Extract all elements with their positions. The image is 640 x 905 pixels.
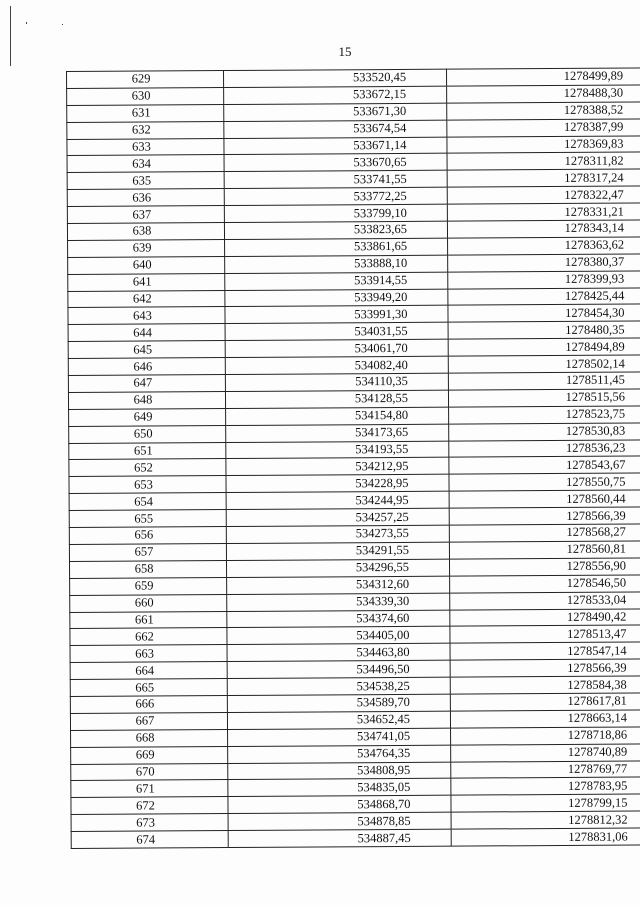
x-coordinate-cell: 534291,55 (226, 542, 449, 560)
x-coordinate-cell: 534538,25 (227, 677, 450, 695)
x-coordinate-cell: 534312,60 (227, 576, 450, 594)
point-number-cell: 629 (67, 71, 224, 89)
point-number-cell: 651 (69, 442, 226, 460)
x-coordinate-cell: 534835,05 (228, 779, 451, 797)
y-coordinate-cell: 1278560,81 (449, 541, 640, 559)
point-number-cell: 672 (71, 797, 228, 815)
scan-dot (26, 22, 27, 24)
y-coordinate-cell: 1278488,30 (447, 85, 640, 103)
x-coordinate-cell: 533949,20 (225, 289, 448, 307)
page-number: 15 (338, 44, 352, 59)
x-coordinate-cell: 533823,65 (224, 221, 447, 239)
x-coordinate-cell: 533741,55 (224, 171, 447, 189)
x-coordinate-cell: 533861,65 (225, 238, 448, 256)
point-number-cell: 674 (71, 831, 228, 849)
point-number-cell: 670 (71, 763, 228, 781)
y-coordinate-cell: 1278530,83 (449, 422, 640, 440)
x-coordinate-cell: 534296,55 (226, 559, 449, 577)
point-number-cell: 656 (69, 527, 226, 545)
point-number-cell: 646 (68, 358, 225, 376)
point-number-cell: 630 (67, 87, 224, 105)
point-number-cell: 669 (71, 746, 228, 764)
coordinates-table-body (67, 68, 640, 849)
x-coordinate-cell: 534496,50 (227, 660, 450, 678)
point-number-cell: 659 (70, 577, 227, 595)
point-number-cell: 665 (70, 679, 227, 697)
y-coordinate-cell: 1278388,52 (447, 102, 640, 120)
y-coordinate-cell: 1278533,04 (450, 591, 640, 609)
point-number-cell: 642 (68, 290, 225, 308)
point-number-cell: 644 (68, 324, 225, 342)
y-coordinate-cell: 1278515,56 (448, 389, 640, 407)
y-coordinate-cell: 1278490,42 (450, 608, 640, 626)
y-coordinate-cell: 1278568,27 (449, 524, 640, 542)
y-coordinate-cell: 1278663,14 (450, 710, 640, 728)
y-coordinate-cell: 1278799,15 (451, 794, 640, 812)
y-coordinate-cell: 1278783,95 (451, 777, 640, 795)
point-number-cell: 663 (70, 645, 227, 663)
y-coordinate-cell: 1278831,06 (451, 828, 640, 846)
y-coordinate-cell: 1278769,77 (451, 760, 640, 778)
y-coordinate-cell: 1278363,62 (448, 237, 640, 255)
point-number-cell: 649 (69, 408, 226, 426)
y-coordinate-cell: 1278480,35 (448, 321, 640, 339)
point-number-cell: 640 (68, 256, 225, 274)
x-coordinate-cell: 534764,35 (228, 745, 451, 763)
y-coordinate-cell: 1278546,50 (450, 574, 640, 592)
x-coordinate-cell: 534031,55 (225, 323, 448, 341)
y-coordinate-cell: 1278566,39 (449, 507, 640, 525)
point-number-cell: 666 (70, 695, 227, 713)
x-coordinate-cell: 534193,55 (226, 441, 449, 459)
x-coordinate-cell: 534374,60 (227, 610, 450, 628)
point-number-cell: 661 (70, 611, 227, 629)
point-number-cell: 634 (67, 155, 224, 173)
x-coordinate-cell: 534110,35 (225, 373, 448, 391)
point-number-cell: 671 (71, 780, 228, 798)
x-coordinate-cell: 534061,70 (225, 339, 448, 357)
y-coordinate-cell: 1278566,39 (450, 659, 640, 677)
x-coordinate-cell: 534244,95 (226, 491, 449, 509)
y-coordinate-cell: 1278511,45 (448, 372, 640, 390)
point-number-cell: 641 (68, 273, 225, 291)
x-coordinate-cell: 534257,25 (226, 508, 449, 526)
y-coordinate-cell: 1278513,47 (450, 625, 640, 643)
x-coordinate-cell: 533671,30 (224, 103, 447, 121)
y-coordinate-cell: 1278454,30 (448, 304, 640, 322)
y-coordinate-cell: 1278502,14 (448, 355, 640, 373)
point-number-cell: 633 (67, 138, 224, 156)
point-number-cell: 654 (69, 493, 226, 511)
x-coordinate-cell: 534228,95 (226, 475, 449, 493)
point-number-cell: 662 (70, 628, 227, 646)
x-coordinate-cell: 533520,45 (224, 69, 447, 87)
point-number-cell: 653 (69, 476, 226, 494)
y-coordinate-cell: 1278556,90 (449, 558, 640, 576)
point-number-cell: 639 (68, 239, 225, 257)
point-number-cell: 648 (68, 391, 225, 409)
x-coordinate-cell: 533888,10 (225, 255, 448, 273)
point-number-cell: 668 (71, 729, 228, 747)
point-number-cell: 658 (69, 560, 226, 578)
point-number-cell: 635 (67, 172, 224, 190)
point-number-cell: 645 (68, 341, 225, 359)
point-number-cell: 660 (70, 594, 227, 612)
y-coordinate-cell: 1278331,21 (447, 203, 640, 221)
scan-dot (62, 24, 63, 25)
x-coordinate-cell: 534173,65 (226, 424, 449, 442)
y-coordinate-cell: 1278317,24 (447, 169, 640, 187)
x-coordinate-cell: 534741,05 (228, 728, 451, 746)
x-coordinate-cell: 534868,70 (228, 795, 451, 813)
point-number-cell: 643 (68, 307, 225, 325)
y-coordinate-cell: 1278311,82 (447, 152, 640, 170)
y-coordinate-cell: 1278369,83 (447, 135, 640, 153)
x-coordinate-cell: 534128,55 (225, 390, 448, 408)
x-coordinate-cell: 534154,80 (226, 407, 449, 425)
y-coordinate-cell: 1278550,75 (449, 473, 640, 491)
x-coordinate-cell: 533914,55 (225, 272, 448, 290)
point-number-cell: 638 (67, 223, 224, 241)
x-coordinate-cell: 534887,45 (228, 829, 451, 847)
table-row (71, 828, 640, 849)
x-coordinate-cell: 534339,30 (227, 593, 450, 611)
x-coordinate-cell: 534405,00 (227, 627, 450, 645)
x-coordinate-cell: 533772,25 (224, 187, 447, 205)
y-coordinate-cell: 1278322,47 (447, 186, 640, 204)
point-number-cell: 632 (67, 121, 224, 139)
x-coordinate-cell: 533671,14 (224, 137, 447, 155)
point-number-cell: 631 (67, 104, 224, 122)
y-coordinate-cell: 1278380,37 (448, 254, 640, 272)
point-number-cell: 636 (67, 189, 224, 207)
y-coordinate-cell: 1278523,75 (449, 406, 640, 424)
x-coordinate-cell: 534273,55 (226, 525, 449, 543)
y-coordinate-cell: 1278494,89 (448, 338, 640, 356)
x-coordinate-cell: 534212,95 (226, 458, 449, 476)
y-coordinate-cell: 1278399,93 (448, 270, 640, 288)
point-number-cell: 652 (69, 459, 226, 477)
x-coordinate-cell: 534589,70 (227, 694, 450, 712)
x-coordinate-cell: 534652,45 (227, 711, 450, 729)
point-number-cell: 667 (70, 712, 227, 730)
point-number-cell: 664 (70, 662, 227, 680)
y-coordinate-cell: 1278547,14 (450, 642, 640, 660)
point-number-cell: 655 (69, 510, 226, 528)
point-number-cell: 657 (69, 543, 226, 561)
x-coordinate-cell: 534808,95 (228, 762, 451, 780)
y-coordinate-cell: 1278812,32 (451, 811, 640, 829)
y-coordinate-cell: 1278740,89 (451, 743, 640, 761)
coordinates-table (66, 67, 640, 849)
y-coordinate-cell: 1278560,44 (449, 490, 640, 508)
x-coordinate-cell: 533674,54 (224, 120, 447, 138)
x-coordinate-cell: 533670,65 (224, 154, 447, 172)
y-coordinate-cell: 1278387,99 (447, 118, 640, 136)
x-coordinate-cell: 533672,15 (224, 86, 447, 104)
point-number-cell: 650 (69, 425, 226, 443)
x-coordinate-cell: 533991,30 (225, 306, 448, 324)
x-coordinate-cell: 534463,80 (227, 643, 450, 661)
point-number-cell: 673 (71, 814, 228, 832)
x-coordinate-cell: 533799,10 (224, 204, 447, 222)
y-coordinate-cell: 1278543,67 (449, 456, 640, 474)
point-number-cell: 647 (68, 375, 225, 393)
x-coordinate-cell: 534082,40 (225, 356, 448, 374)
y-coordinate-cell: 1278718,86 (451, 727, 640, 745)
y-coordinate-cell: 1278584,38 (450, 676, 640, 694)
point-number-cell: 637 (67, 206, 224, 224)
y-coordinate-cell: 1278536,23 (449, 439, 640, 457)
y-coordinate-cell: 1278617,81 (450, 693, 640, 711)
x-coordinate-cell: 534878,85 (228, 812, 451, 830)
y-coordinate-cell: 1278499,89 (446, 68, 640, 86)
y-coordinate-cell: 1278425,44 (448, 287, 640, 305)
y-coordinate-cell: 1278343,14 (447, 220, 640, 238)
